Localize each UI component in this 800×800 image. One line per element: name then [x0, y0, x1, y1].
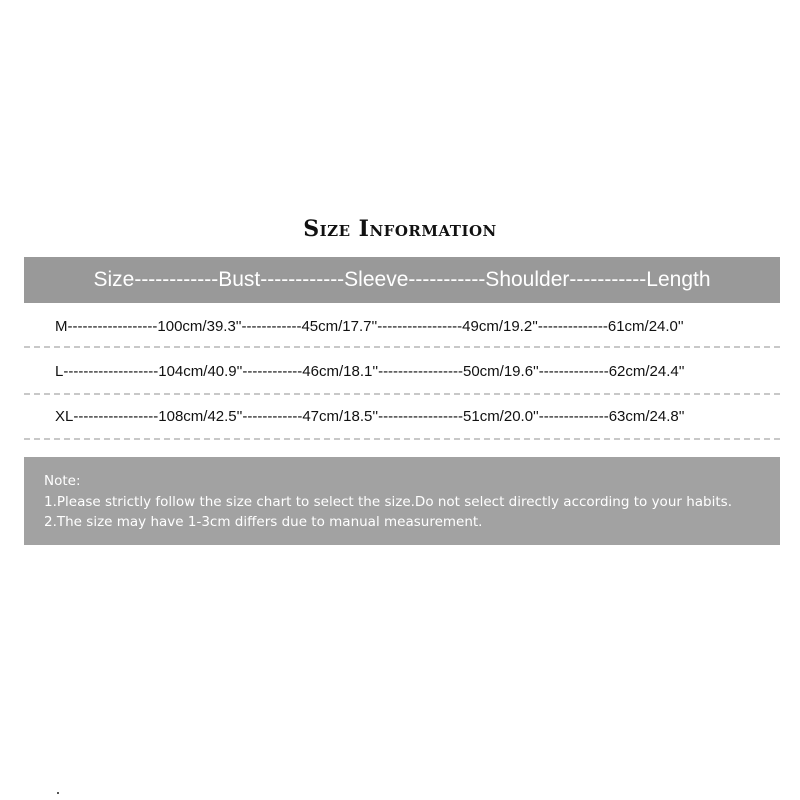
- stray-dot: [57, 792, 59, 794]
- size-row-m: [24, 312, 780, 340]
- size-row-text: M------------------100cm/39.3''------------45cm/17.7''-----------------49cm/19.2''--------------61cm/24.0'': [55, 317, 684, 335]
- size-row-text: XL-----------------108cm/42.5''------------47cm/18.5''-----------------51cm/20.0''--------------63cm/24.8'': [55, 407, 685, 425]
- note-heading: Note:: [44, 473, 81, 489]
- size-row-text: L-------------------104cm/40.9''------------46cm/18.1''-----------------50cm/19.6''--------------62cm/24.4'': [55, 362, 685, 380]
- row-divider: [24, 393, 780, 395]
- note-box: [24, 457, 780, 545]
- page-title: Size Information: [303, 216, 497, 242]
- note-line-2: 2.The size may have 1-3cm differs due to manual measurement.: [44, 514, 483, 530]
- size-table-header: Size------------Bust------------Sleeve-----------Shoulder-----------Length: [24, 257, 780, 303]
- row-divider: [24, 438, 780, 440]
- size-row-xl: [24, 402, 780, 430]
- size-row-l: [24, 357, 780, 385]
- note-line-1: 1.Please strictly follow the size chart to select the size.Do not select directly according to your habits.: [44, 493, 732, 510]
- row-divider: [24, 346, 780, 348]
